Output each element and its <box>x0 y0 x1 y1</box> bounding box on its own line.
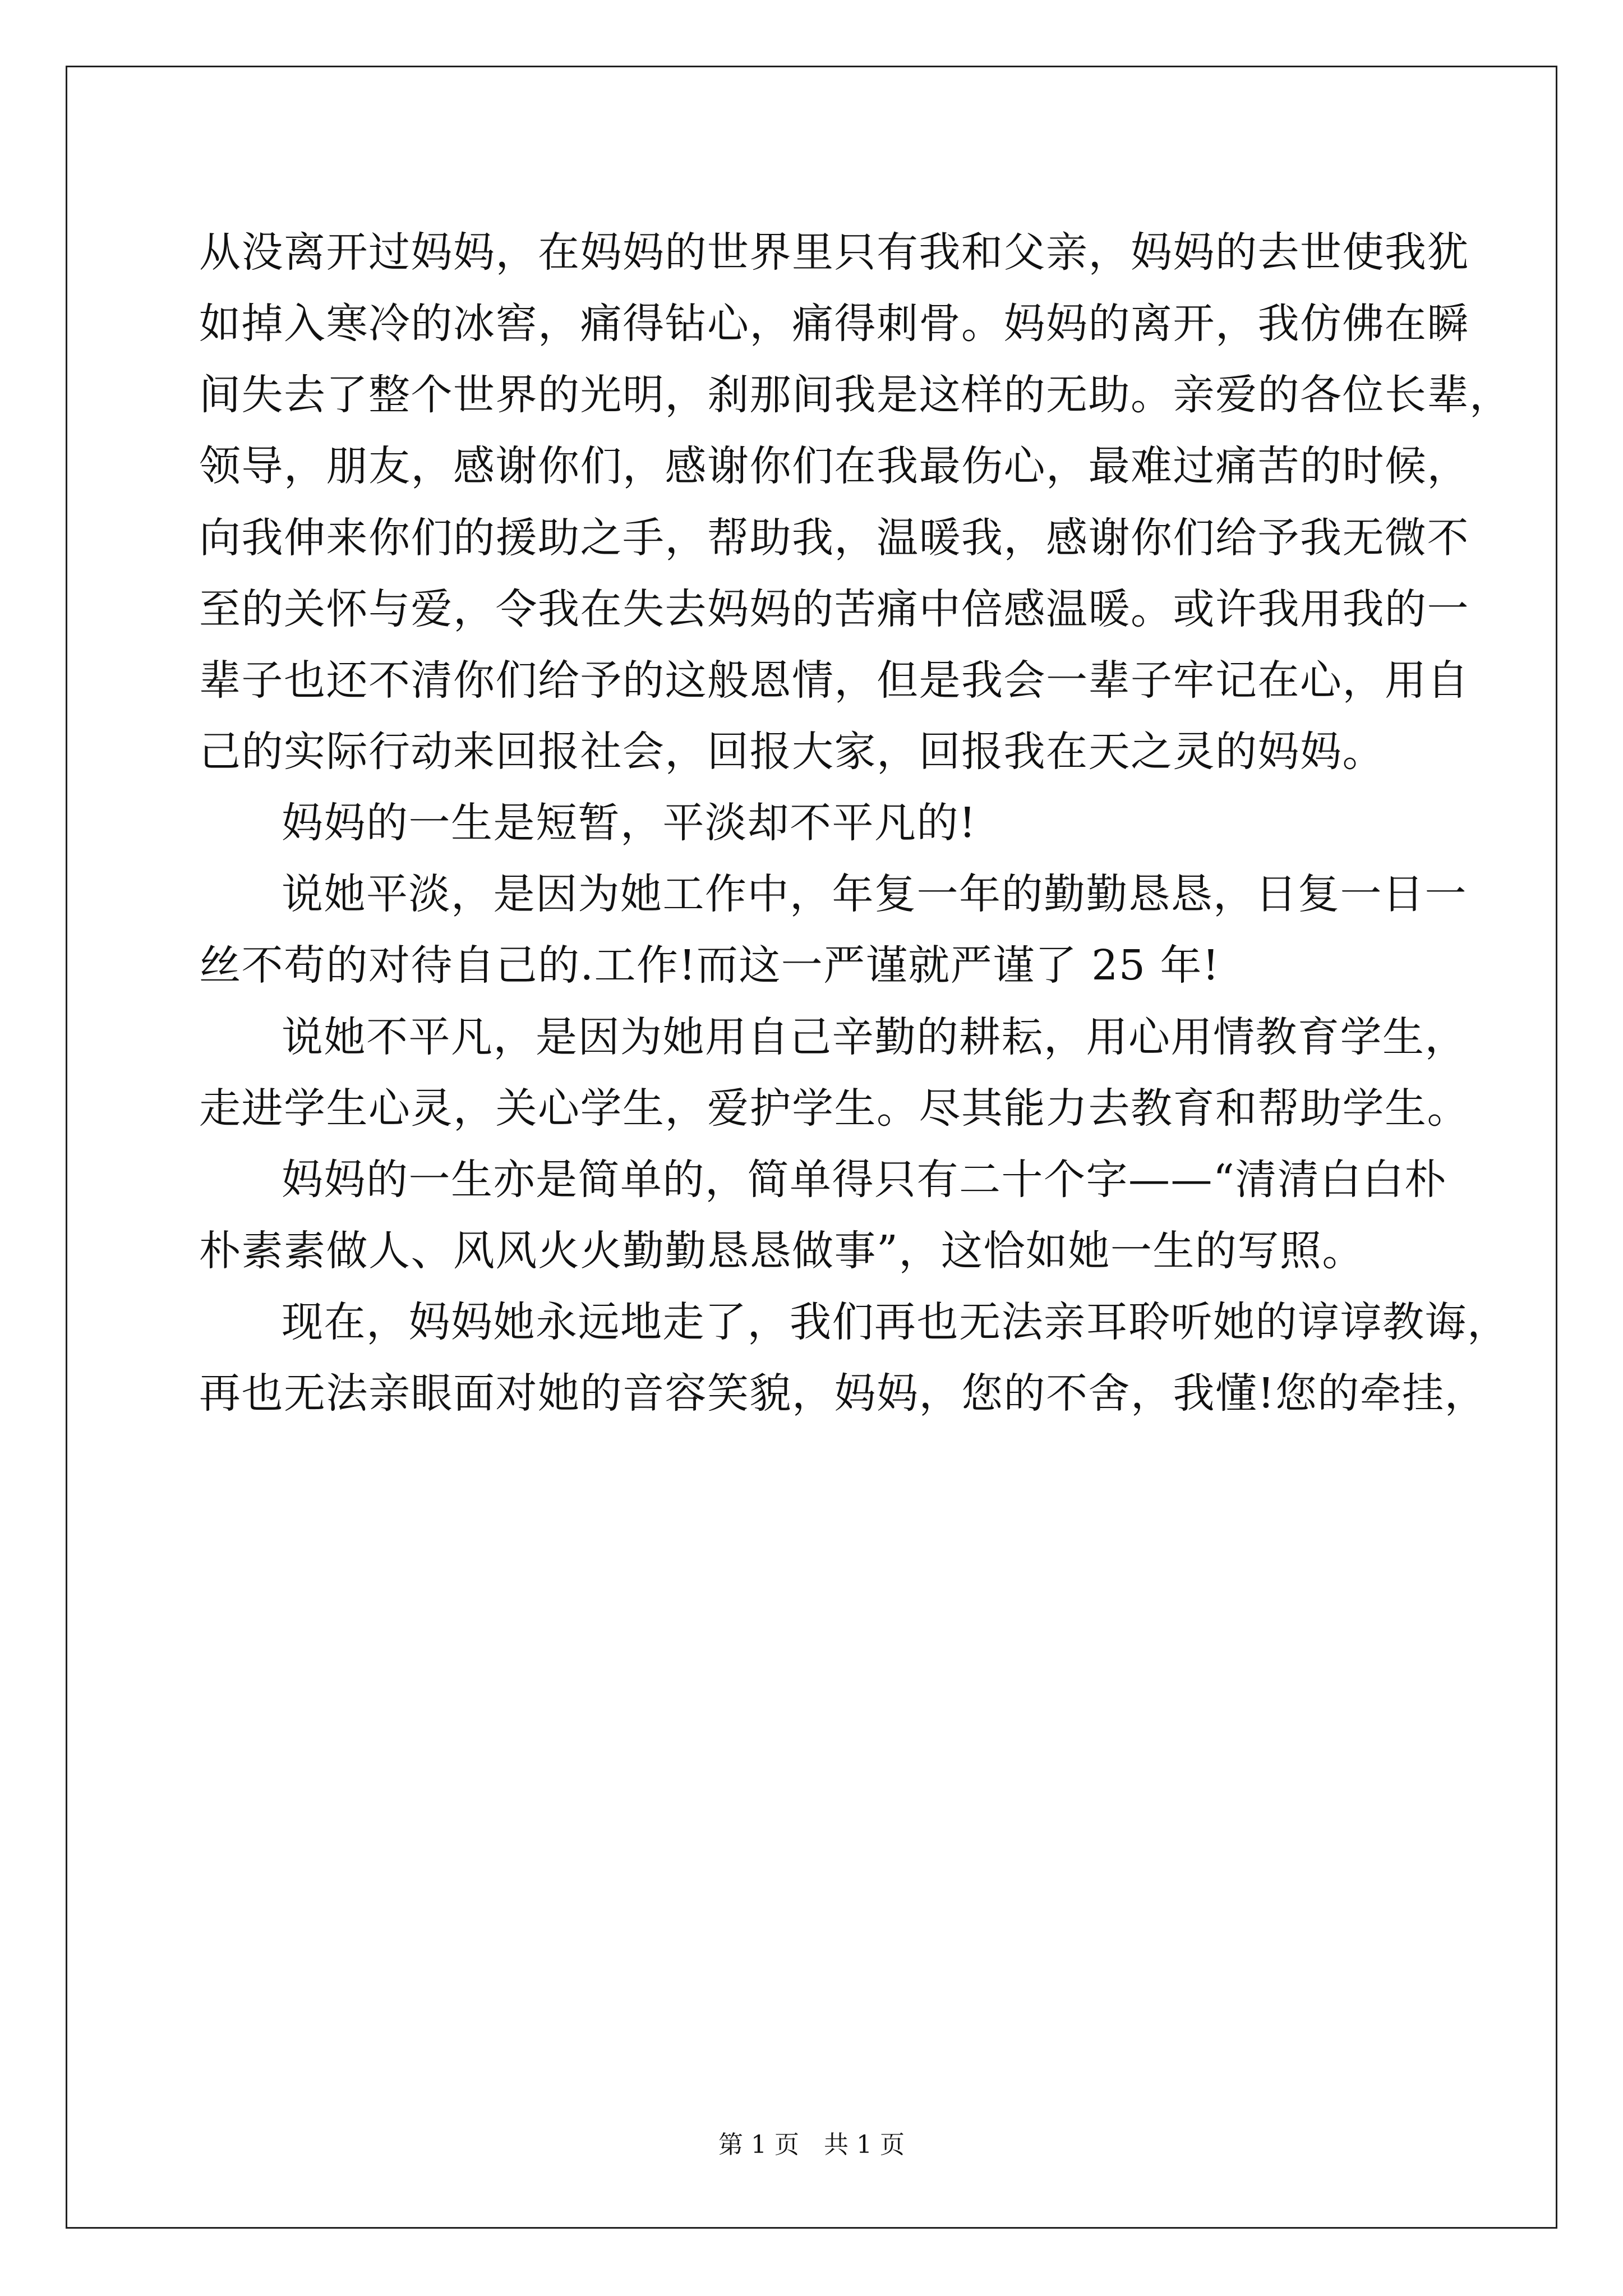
text-line-12: 说她不平凡，是因为她用自己辛勤的耕耘，用心用情教育学生， <box>282 1013 1467 1061</box>
text-line-9: 妈妈的一生是短暂，平淡却不平凡的! <box>282 799 977 847</box>
text-line-13: 走进学生心灵，关心学生，爱护学生。尽其能力去教育和帮助学生。 <box>199 1084 1469 1133</box>
text-line-10: 说她平淡，是因为她工作中，年复一年的勤勤恳恳，日复一日一 <box>282 870 1467 918</box>
text-line-8: 己的实际行动来回报社会，回报大家，回报我在天之灵的妈妈。 <box>199 728 1385 776</box>
text-line-15: 朴素素做人、风风火火勤勤恳恳做事”，这恰如她一生的写照。 <box>199 1227 1364 1275</box>
text-line-4: 领导，朋友，感谢你们，感谢你们在我最伤心，最难过痛苦的时候， <box>199 442 1469 490</box>
text-line-1: 从没离开过妈妈，在妈妈的世界里只有我和父亲，妈妈的去世使我犹 <box>199 228 1469 277</box>
text-line-6: 至的关怀与爱，令我在失去妈妈的苦痛中倍感温暖。或许我用我的一 <box>199 585 1469 633</box>
text-line-17: 再也无法亲眼面对她的音容笑貌，妈妈，您的不舍，我懂!您的牵挂， <box>199 1369 1487 1418</box>
text-line-3: 间失去了整个世界的光明，刹那间我是这样的无助。亲爱的各位长辈， <box>199 371 1512 419</box>
text-line-7: 辈子也还不清你们给予的这般恩情，但是我会一辈子牢记在心，用自 <box>199 656 1469 705</box>
text-line-14: 妈妈的一生亦是简单的，简单得只有二十个字——“清清白白朴 <box>282 1156 1447 1204</box>
page-footer <box>0 2129 1623 2161</box>
text-line-11: 丝不苟的对待自己的.工作!而这一严谨就严谨了 25 年! <box>199 941 1220 990</box>
text-line-5: 向我伸来你们的援助之手，帮助我，温暖我，感谢你们给予我无微不 <box>199 514 1469 562</box>
text-line-16: 现在，妈妈她永远地走了，我们再也无法亲耳聆听她的谆谆教诲， <box>282 1298 1510 1346</box>
page-number: 第 1 页 <box>718 2131 799 2159</box>
page-total: 共 1 页 <box>824 2131 905 2159</box>
text-line-2: 如掉入寒冷的冰窖，痛得钻心，痛得刺骨。妈妈的离开，我仿佛在瞬 <box>199 300 1469 348</box>
